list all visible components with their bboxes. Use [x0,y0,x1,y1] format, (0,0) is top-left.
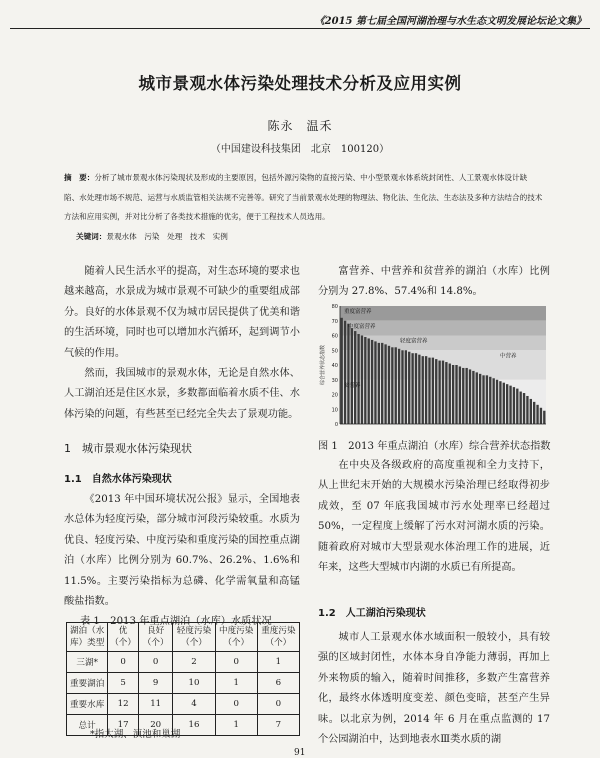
y-tick-label: 30 [331,377,338,384]
y-tick-label: 70 [331,318,338,325]
page-number: 91 [294,748,306,758]
bar [374,341,376,424]
policy-paragraph: 在中央及各级政府的高度重视和全力支持下，从上世纪末开始的大规模水污染治理已经取得初步成效，至 07 年底我国城市污水处理率已经超过 50%，一定程度上缓解了污水对河湖水质的污染。随着政府对城市大型景观水体治理工作的进展，近年来，这些大型城市内湖的水质已有所提高。 [318,460,550,574]
table-cell: 17 [108,715,139,736]
bar [482,375,484,424]
header-rule [10,28,590,29]
zone-label: 重度富营养 [344,309,372,315]
bar [398,349,400,424]
bar [347,324,349,424]
keywords-text: 景观水体 污染 处理 技术 实例 [106,232,228,241]
col-header: 轻度污染（个） [173,623,215,652]
bar [462,368,464,424]
bar [442,361,444,424]
table-cell: 0 [138,652,172,673]
bar [533,402,535,424]
table-cell: 5 [108,673,139,694]
bar [388,346,390,424]
bar [509,386,511,424]
table-cell: 2 [173,652,215,673]
table-cell: 11 [138,694,172,715]
bar [479,374,481,424]
y-tick-label: 0 [334,422,338,428]
table-cell: 10 [173,673,215,694]
bar [516,389,518,424]
bar [476,372,478,424]
table-header-row [67,623,300,652]
bar [499,381,501,424]
bar [489,377,491,424]
section-1-2-heading: 1.2 人工湖泊污染现状 [318,608,426,619]
bar [368,338,370,424]
authors: 陈永 温禾 [267,119,333,133]
bar [432,358,434,424]
bar [344,321,346,424]
bar [486,375,488,424]
table-cell: 9 [138,673,172,694]
table-1 [66,622,300,736]
bar [378,343,380,424]
abstract-label: 摘 要： [64,173,95,182]
table-1-note: *指太湖、滇池和巢湖 [90,729,181,740]
intro-paragraph-2: 然而，我国城市的景观水体，无论是自然水体、人工湖泊还是住区水景，多数都面临着水质不佳、水体污染的问题，有些甚至已经完全失去了景观功能。 [64,368,300,420]
figure-1-trophic-index-chart [318,302,550,430]
table-cell: 4 [173,694,215,715]
table-1-caption: 表 1 2013 年重点湖泊（水库）水质状况 [80,616,272,627]
bar [401,350,403,424]
keywords-label: 关键词： [76,232,107,241]
bar [371,340,373,424]
bar [472,371,474,424]
zone-label: 中营养 [500,353,517,360]
table-cell: 1 [215,715,257,736]
table-row [67,652,300,673]
y-tick-label: 80 [331,304,338,310]
bar [354,331,356,424]
section-1-heading: 1 城市景观水体污染现状 [64,442,192,455]
table-cell: 6 [257,673,299,694]
bar [364,337,366,424]
bar [543,411,545,424]
nutrition-ratio-paragraph: 富营养、中营养和贫营养的湖泊（水库）比例分别为 27.8%、57.4%和 14.8%。 [318,266,550,298]
bar [523,393,525,424]
bar [469,369,471,424]
keywords [76,231,228,242]
bar [405,350,407,424]
bar [384,344,386,424]
bar [540,408,542,424]
figure-1-caption: 图 1 2013 年重点湖泊（水库）综合营养状态指数 [318,441,551,452]
table-cell: 16 [173,715,215,736]
col-header: 湖泊（水库）类型 [67,623,108,652]
section-1-2-body [318,628,550,750]
bar [519,392,521,424]
bar [465,368,467,424]
abstract-line-2: 陷、水处理市场不规范、运营与水质监管相关法规不完善等。研究了当前景观水处理的物理法、物化法、生化法、生态法及多种方法结合的技术 [64,192,543,202]
right-column-body [318,456,550,578]
zone-label: 中度富营养 [348,323,376,330]
table-cell: 总计 [67,715,108,736]
bar [391,347,393,424]
col-header: 重度污染（个） [257,623,299,652]
bar [452,365,454,424]
bar [438,361,440,424]
table-row [67,694,300,715]
bar [411,353,413,424]
section-1-2-paragraph: 城市人工景观水体水域面积一般较小，具有较强的区域封闭性，水体本身自净能力薄弱，再加上外来物质的输入，随着时间推移，多数产生富营养化，最终水体透明度变差、颜色变暗，甚至产生异味。以北京为例，2014 年 6 月在重点监测的 17 个公园湖泊中，达到地表水Ⅲ类水质的湖 [318,632,550,746]
zone-label: 贫营养 [344,382,361,389]
table-cell: 12 [108,694,139,715]
section-1-1-body [64,490,300,612]
table-cell: 0 [215,694,257,715]
bar [455,365,457,424]
section-1-1-paragraph: 《2013 年中国环境状况公报》显示，全国地表水总体为轻度污染，部分城市河段污染较重。水质为优良、轻度污染、中度污染和重度污染的国控重点湖泊（水库）比例分别为 60.7%、26.2%、1.6%和 11.5%。主要污染指标为总磷、化学需氧量和高锰酸盐指数。 [64,494,300,608]
abstract [64,168,546,227]
bar [361,336,363,425]
table-cell: 重要水库 [67,694,108,715]
table-cell: 0 [257,694,299,715]
bar [418,355,420,424]
bar [513,387,515,424]
bar [435,359,437,424]
zone-label: 轻度富营养 [400,338,428,345]
bar [492,378,494,424]
table-cell: 0 [108,652,139,673]
journal-title: 《2015 第七届全国河湖治理与水生态文明发展论坛论文集》 [314,16,586,27]
table-row [67,673,300,694]
abstract-line-1: 摘 要：分析了城市景观水体污染现状及形成的主要原因，包括外源污染物的直接污染、中小型景观水体系统封闭性、人工景观水体设计缺 [64,173,528,182]
zone-band [340,336,546,351]
bar [496,380,498,424]
col-header: 中度污染（个） [215,623,257,652]
bar [395,347,397,424]
bar [422,356,424,424]
bar [341,318,343,424]
table-cell: 0 [215,652,257,673]
bar [449,364,451,424]
running-header [0,8,600,30]
col-header: 优（个） [108,623,139,652]
intro-paragraph-1: 随着人民生活水平的提高，对生态环境的要求也越来越高，水景成为城市景观不可缺少的重要组成部分。良好的水体景观不仅为城市居民提供了优美和谐的生活环境，同时也可以增加水汽循环，起到调节小气候的作用。 [64,266,300,359]
table-cell: 1 [215,673,257,694]
bar [506,384,508,424]
table-cell: 20 [138,715,172,736]
y-tick-label: 50 [331,348,338,355]
y-tick-label: 40 [331,363,338,369]
bar [428,358,430,424]
bar [526,396,528,424]
bar [530,399,532,424]
right-column-top [318,262,550,303]
y-axis-label: 综合营养状态指数 [320,344,326,386]
paper-title: 城市景观水体污染处理技术分析及应用实例 [138,74,462,93]
table-cell: 三湖* [67,652,108,673]
bar [408,352,410,424]
bar [351,328,353,424]
table-cell: 7 [257,715,299,736]
table-cell: 1 [257,652,299,673]
bar [459,366,461,424]
y-tick-label: 20 [331,392,338,399]
affiliation: （中国建设科技集团 北京 100120） [210,144,390,155]
bar [503,383,505,424]
bar [381,343,383,424]
y-tick-label: 60 [331,333,338,340]
bar [445,362,447,424]
bar [536,405,538,424]
bar [357,334,359,424]
col-header: 良好（个） [138,623,172,652]
left-column [64,262,300,425]
table-cell: 重要湖泊 [67,673,108,694]
y-tick-label: 10 [331,407,338,414]
bar [425,356,427,424]
section-1-1-heading: 1.1 自然水体污染现状 [64,474,172,485]
bar [415,353,417,424]
abstract-line-3: 方法和应用实例，并对比分析了各类技术措施的优劣，便于工程技术人员选用。 [64,212,330,221]
